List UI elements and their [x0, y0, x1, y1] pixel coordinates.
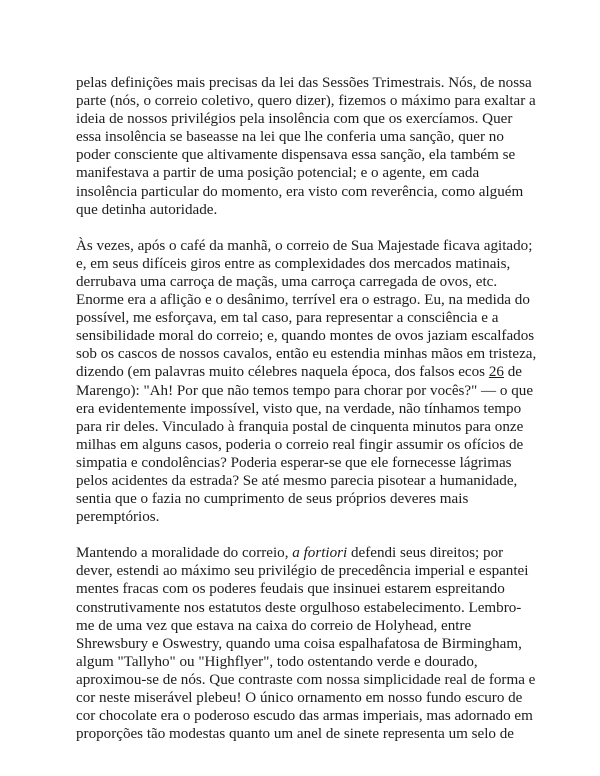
text-line: Marengo): "Ah! Por que não temos tempo para chorar por vocês?" — o que: [76, 382, 534, 399]
paragraph-3: [76, 544, 538, 743]
text-line: Shrewsbury e Oswestry, quando uma coisa espalhafatosa de Birmingham,: [76, 635, 522, 652]
text-line: e, em seus difíceis giros entre as complexidades dos mercados matinais,: [76, 255, 511, 272]
text-line-with-footnote: [76, 363, 538, 381]
text-line: simpatia e condolências? Poderia esperar-se que ele fornecesse lágrimas: [76, 454, 512, 471]
footnote-link-26[interactable]: 26: [488, 364, 504, 381]
text-line: peremptórios.: [76, 509, 160, 526]
text-segment: de: [503, 364, 522, 381]
text-line: sob os cascos de nossos cavalos, então eu estendia minhas mãos em tristeza,: [76, 346, 537, 363]
text-segment: Mantendo a moralidade do correio,: [76, 545, 293, 562]
text-line: me de uma vez que estava na caixa do correio de Holyhead, entre: [76, 617, 472, 634]
text-line: manifestava a partir de uma posição potencial; e o agente, em cada: [76, 165, 480, 182]
paragraph-2: [76, 237, 538, 527]
text-segment: defendi seus direitos; por: [347, 545, 504, 562]
text-line: aproximou-se de nós. Que contraste com nossa simplicidade real de forma e: [76, 671, 536, 688]
text-line: proporções tão modestas quanto um anel de sinete representa um selo de: [76, 726, 514, 743]
text-line: ideia de nossos privilégios pela insolência com que os exercíamos. Quer: [76, 111, 513, 128]
text-line: sentia que o fazia no cumprimento de seus próprios deveres mais: [76, 491, 469, 508]
text-line: que detinha autoridade.: [76, 201, 218, 218]
text-line: parte (nós, o correio coletivo, quero dizer), fizemos o máximo para exaltar a: [76, 93, 536, 110]
text-line: pelos acidentes da estrada? Se até mesmo parecia pisotear a humanidade,: [76, 472, 518, 489]
paragraph-1: [76, 74, 538, 219]
text-line: essa insolência se baseasse na lei que lhe conferia uma sanção, quer no: [76, 129, 504, 146]
text-line: pelas definições mais precisas da lei das Sessões Trimestrais. Nós, de nossa: [76, 75, 532, 91]
text-line: possível, me esforçava, em tal caso, para representar a consciência e a: [76, 310, 499, 327]
text-line: insolência particular do momento, era visto com reverência, como alguém: [76, 183, 524, 200]
text-line: Às vezes, após o café da manhã, o correio de Sua Majestade ficava agitado;: [76, 237, 533, 254]
document-page: [76, 74, 538, 761]
text-line: sensibilidade moral do correio; e, quando montes de ovos jaziam escalfados: [76, 328, 535, 345]
text-line: dever, estendi ao máximo seu privilégio de precedência imperial e espantei: [76, 563, 529, 580]
text-line: algum "Tallyho" ou "Highflyer", todo ostentando verde e dourado,: [76, 653, 478, 670]
text-line: construtivamente nos estatutos deste orgulhoso estabelecimento. Lembro-: [76, 599, 522, 616]
text-line: derrubava uma carroça de maçãs, uma carroça carregada de ovos, etc.: [76, 273, 498, 290]
text-segment: dizendo (em palavras muito célebres naquela época, dos falsos ecos: [76, 364, 489, 381]
text-line-with-italic: [76, 544, 538, 562]
text-line: poder consciente que altivamente dispensava essa sanção, ela também se: [76, 147, 516, 164]
text-line: Enorme era a aflição e o desânimo, terrível era o estrago. Eu, na medida do: [76, 292, 530, 309]
text-line: para rir deles. Vinculado à franquia postal de cinquenta minutos para onze: [76, 418, 524, 435]
text-line: milhas em alguns casos, poderia o correio real fingir assumir os ofícios de: [76, 436, 524, 453]
text-line: mentes fracas com os poderes feudais que insinuei estarem espreitando: [76, 581, 505, 598]
italic-phrase: a fortiori: [292, 545, 348, 562]
text-line: era evidentemente impossível, visto que, na verdade, não tínhamos tempo: [76, 400, 522, 417]
text-line: cor neste miserável plebeu! O único ornamento em nosso fundo escuro de: [76, 690, 523, 706]
text-line: cor chocolate era o poderoso escudo das armas imperiais, mas adornado em: [76, 708, 533, 725]
